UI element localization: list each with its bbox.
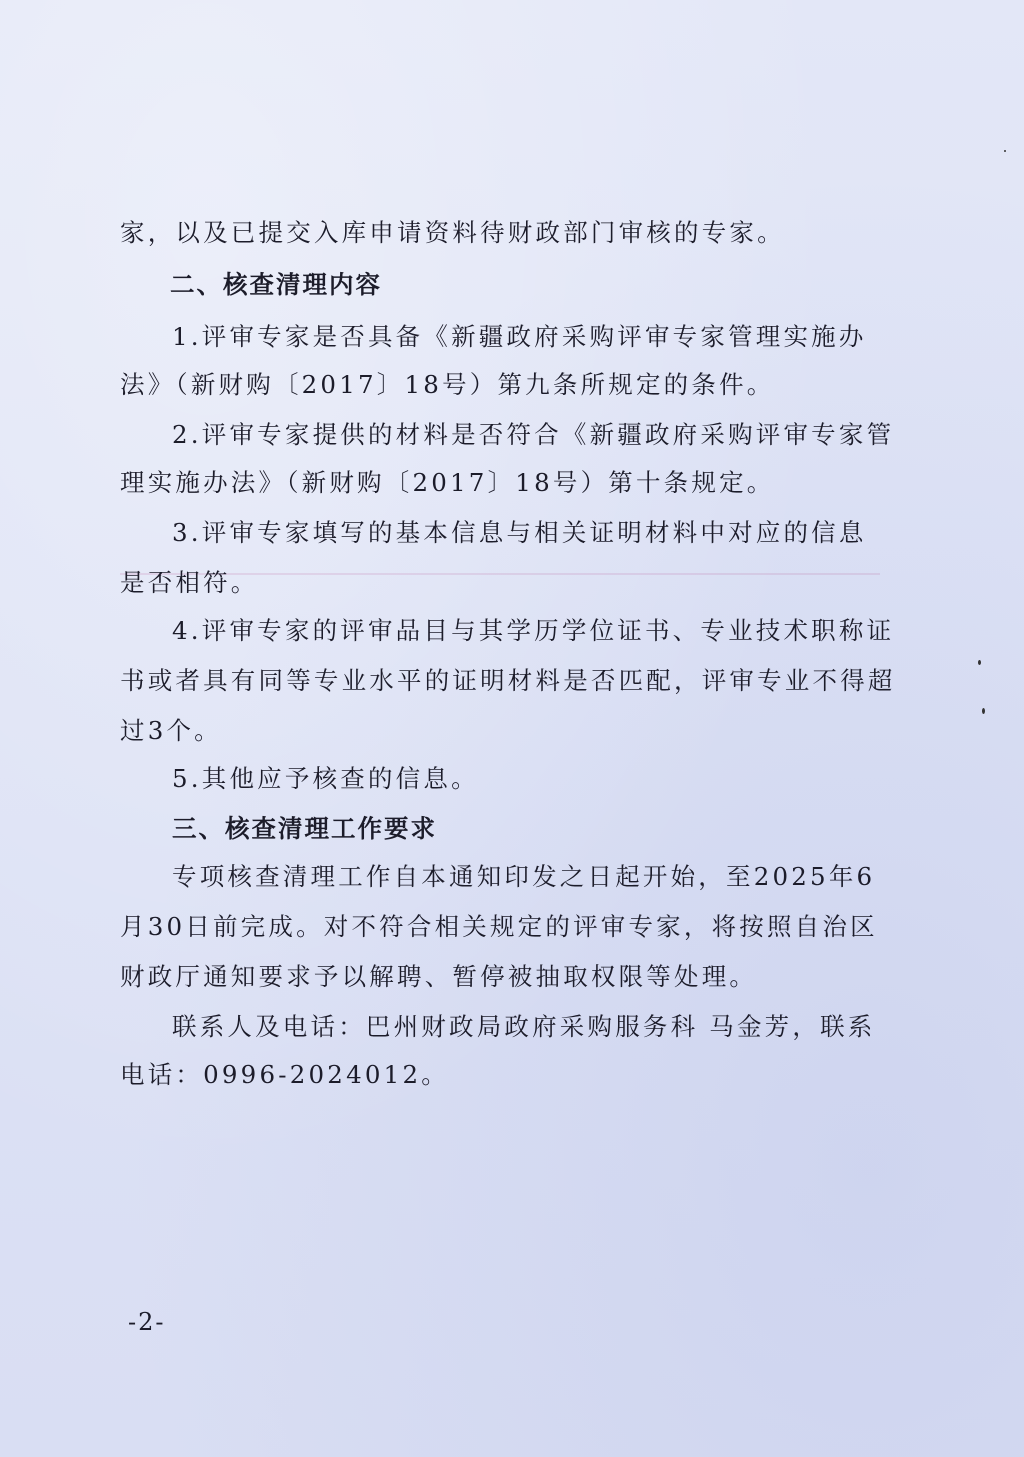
item-1-line-1: 1.评审专家是否具备《新疆政府采购评审专家管理实施办	[172, 322, 867, 351]
contact-line-2: 电话：0996-2024012。	[120, 1060, 449, 1089]
scan-speck	[978, 660, 981, 665]
scan-speck	[982, 708, 985, 714]
requirement-line-2: 月30日前完成。对不符合相关规定的评审专家，将按照自治区	[120, 912, 878, 941]
item-3-line-1: 3.评审专家填写的基本信息与相关证明材料中对应的信息	[172, 518, 867, 547]
item-4-line-3: 过3个。	[120, 716, 222, 745]
section-heading-3: 三、核查清理工作要求	[172, 814, 437, 843]
item-4-line-2: 书或者具有同等专业水平的证明材料是否匹配，评审专业不得超	[120, 666, 896, 695]
item-1-line-2: 法》（新财购〔2017〕18号）第九条所规定的条件。	[120, 370, 775, 399]
page-number: -2-	[128, 1308, 166, 1336]
section-heading-2: 二、核查清理内容	[170, 270, 382, 299]
item-2-line-2: 理实施办法》（新财购〔2017〕18号）第十条规定。	[120, 468, 775, 497]
item-3-line-2: 是否相符。	[120, 568, 259, 597]
contact-line-1: 联系人及电话：巴州财政局政府采购服务科 马金芳，联系	[172, 1012, 876, 1041]
item-2-line-1: 2.评审专家提供的材料是否符合《新疆政府采购评审专家管	[172, 420, 895, 449]
requirement-line-3: 财政厅通知要求予以解聘、暂停被抽取权限等处理。	[120, 962, 758, 991]
item-5-line-1: 5.其他应予核查的信息。	[172, 764, 479, 793]
item-4-line-1: 4.评审专家的评审品目与其学历学位证书、专业技术职称证	[172, 616, 895, 645]
requirement-line-1: 专项核查清理工作自本通知印发之日起开始，至2025年6	[172, 862, 876, 891]
scan-speck	[1004, 150, 1006, 152]
body-line-1: 家，以及已提交入库申请资料待财政部门审核的专家。	[120, 218, 785, 247]
